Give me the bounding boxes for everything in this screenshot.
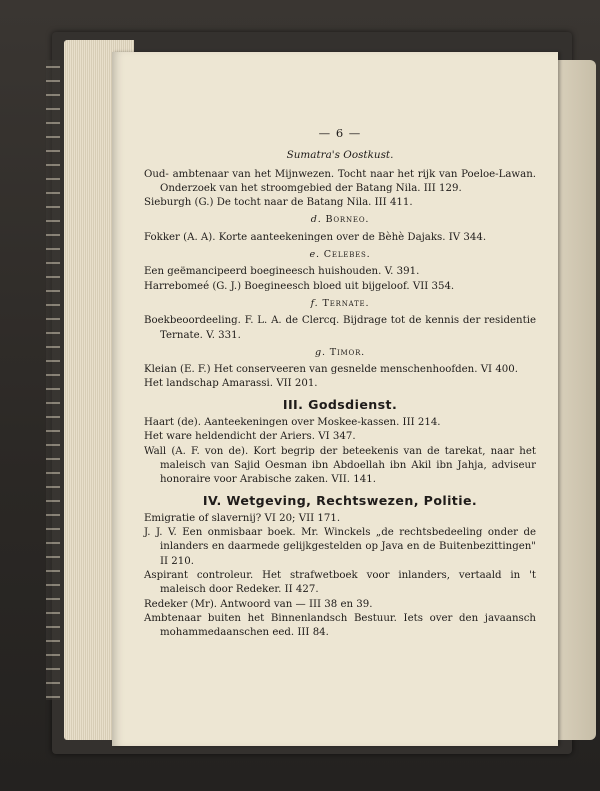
bibliography-entry: Het ware heldendicht der Ariers. VI 347. (144, 431, 356, 443)
bibliography-entry: Oud- ambtenaar van het Mijnwezen. Tocht naar het rijk van Poeloe-Lawan. Onderzoek van het stroomgebied der Batang Nila. III 129. (144, 168, 536, 194)
subheading-letter: f. (310, 297, 319, 309)
bibliography-entry: Kleian (E. F.) Het conserveeren van gesnelde menschenhoofden. VI 400. (144, 364, 519, 376)
bibliography-entry: Boekbeoordeeling. F. L. A. de Clercq. Bijdrage tot de kennis der residentie Ternate. V. 331. (144, 315, 536, 341)
bibliography-entry: Emigratie of slavernij? VI 20; VII 171. (144, 512, 341, 524)
index-entries (144, 168, 536, 641)
region-subheading (144, 248, 536, 262)
subheading-label: Borneo. (325, 214, 370, 226)
bibliography-entry: Haart (de). Aanteekeningen over Moskee-kassen. III 214. (144, 417, 441, 429)
bibliography-entry: Het landschap Amarassi. VII 201. (144, 378, 318, 390)
bibliography-entry: J. J. V. Een onmisbaar boek. Mr. Winckels „de rechtsbedeeling onder de inlanders en daarmede gelijkgestelden op Java en de Buitenbezittingen" II 210. (144, 527, 536, 567)
bibliography-entry: Aspirant controleur. Het strafwetboek voor inlanders, vertaald in 't maleisch door Redeker. II 427. (144, 570, 536, 596)
bibliography-entry: Wall (A. F. von de). Kort begrip der beteekenis van de tarekat, naar het maleisch van Sajid Oesman ibn Abdoellah ibn Akil ibn Jahja, adviseur honoraire voor Arabische zaken. VII. 141. (144, 445, 536, 486)
bibliography-entry: Ambtenaar buiten het Binnenlandsch Bestuur. Iets over den javaansch mohammedaanschen eed. III 84. (144, 612, 536, 639)
subheading-letter: e. (309, 249, 320, 261)
subheading-letter: d. (310, 214, 322, 226)
page-text (144, 126, 536, 641)
marbled-edge (46, 60, 60, 700)
chapter-heading: IV. Wetgeving, Rechtswezen, Politie. (202, 492, 478, 508)
bibliography-entry: Redeker (Mr). Antwoord van — III 38 en 39. (144, 598, 373, 610)
bibliography-entry: Sieburgh (G.) De tocht naar de Batang Nila. III 411. (144, 197, 413, 209)
facing-page-edge (556, 60, 596, 740)
subheading-label: Timor. (329, 346, 365, 358)
region-subheading (144, 346, 536, 360)
bibliography-entry: Een geëmancipeerd boegineesch huishouden. V. 391. (144, 266, 420, 278)
region-subheading (144, 297, 536, 311)
chapter-heading: III. Godsdienst. (282, 396, 398, 412)
bibliography-entry: Fokker (A. A). Korte aanteekeningen over de Bèhè Dajaks. IV 344. (144, 231, 487, 243)
subheading-label: Ternate. (322, 297, 370, 309)
subheading-letter: g. (315, 346, 326, 358)
subheading-label: Celebes. (323, 249, 371, 261)
bibliography-entry: Harrebomeé (G. J.) Boegineesch bloed uit bijgeloof. VII 354. (144, 280, 455, 292)
section-heading: Sumatra's Oostkust. (286, 149, 394, 162)
region-subheading (144, 213, 536, 227)
page-number: — 6 — (318, 126, 362, 140)
